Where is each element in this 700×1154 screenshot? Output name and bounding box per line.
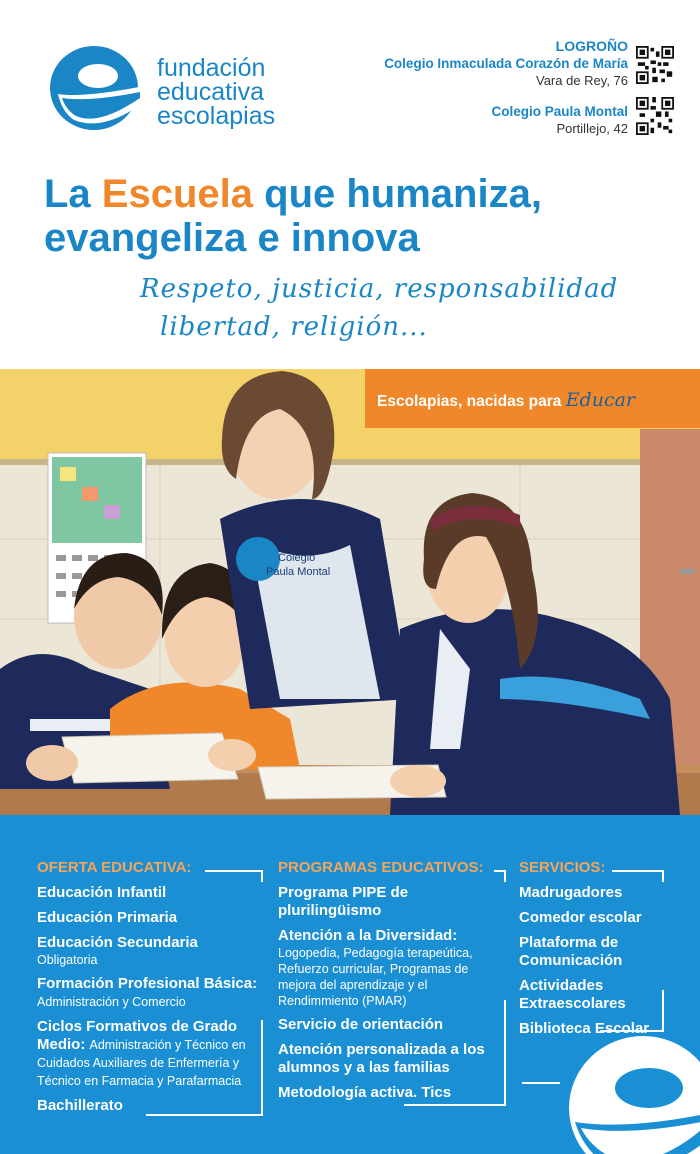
e-logo-icon xyxy=(565,1030,700,1154)
list-item xyxy=(37,1097,265,1115)
school-address: Portillejo, 42 xyxy=(556,121,628,136)
item-detail: Logopedia, Pedagogía terapeútica, Refuerzo curricular, Programas de mejora del aprendizaje y el Rendimmiento (PMAR) xyxy=(278,946,473,1008)
list-item xyxy=(278,927,504,1009)
list-item xyxy=(278,884,504,920)
item-detail: Administración y Técnico en Cuidados Auxiliares de Enfermería y Técnico en Farmacia y Parafarmacia xyxy=(37,1038,246,1088)
item-title: Madrugadores xyxy=(519,884,623,901)
school-name: Colegio Inmaculada Corazón de María xyxy=(384,56,628,71)
qr-code-icon[interactable] xyxy=(636,46,674,84)
item-title: Actividades Extraescolares xyxy=(519,977,626,1012)
list-item xyxy=(519,884,664,902)
item-title: Comedor escolar xyxy=(519,909,642,926)
logo-line-3: escolapias xyxy=(157,102,276,130)
slogan-banner xyxy=(365,369,700,428)
slogan-text: Escolapias, nacidas para xyxy=(377,393,566,410)
item-title: Bachillerato xyxy=(37,1097,123,1114)
item-detail: Obligatoria xyxy=(37,953,98,967)
slogan-script: Educar xyxy=(565,389,636,411)
item-title: Educación Primaria xyxy=(37,909,178,926)
headline-part-2: que humaniza, xyxy=(253,172,542,216)
divider-line xyxy=(522,1082,560,1084)
logo-wordmark xyxy=(157,56,275,128)
servicios-heading: SERVICIOS: xyxy=(519,859,606,876)
logo-line-2: educativa xyxy=(157,78,265,106)
school-address: Vara de Rey, 76 xyxy=(535,73,628,88)
list-item xyxy=(37,934,265,968)
qr-code-icon[interactable] xyxy=(636,97,674,135)
shirt-label-1: Colegio xyxy=(278,552,316,564)
list-item xyxy=(37,884,265,902)
servicios-column xyxy=(519,858,664,1045)
campus-paula-montal xyxy=(491,103,628,137)
city-label: LOGROÑO xyxy=(555,38,628,54)
list-item xyxy=(519,909,664,927)
list-item xyxy=(37,1018,265,1090)
campus-inmaculada xyxy=(384,38,628,89)
values-line-2: libertad, religión... xyxy=(160,312,428,342)
headline-part-1: La xyxy=(44,172,102,216)
logo-line-1: fundación xyxy=(157,54,266,82)
item-title: Formación Profesional Básica: xyxy=(37,975,258,992)
list-item xyxy=(519,934,664,970)
item-title: Biblioteca Escolar xyxy=(519,1020,650,1037)
headline-accent: Escuela xyxy=(101,172,254,216)
item-title: Programa PIPE de plurilingüismo xyxy=(278,884,409,919)
list-item xyxy=(37,975,265,1011)
item-title: Educación Infantil xyxy=(37,884,167,901)
list-item xyxy=(37,909,265,927)
page-headline xyxy=(44,172,684,260)
shirt-label-2: Paula Montal xyxy=(266,566,331,578)
programas-heading: PROGRAMAS EDUCATIVOS: xyxy=(278,859,484,876)
oferta-educativa-column xyxy=(37,858,265,1122)
item-title: Plataforma de Comunicación xyxy=(519,934,623,969)
list-item xyxy=(278,1084,504,1102)
list-item xyxy=(278,1041,504,1077)
item-title: Metodología activa. Tics xyxy=(278,1084,452,1101)
e-logo-icon xyxy=(44,36,148,136)
list-item xyxy=(278,1016,504,1034)
list-item xyxy=(519,977,664,1013)
item-title: Servicio de orientación xyxy=(278,1016,444,1033)
item-detail: Administración y Comercio xyxy=(37,995,186,1009)
oferta-heading: OFERTA EDUCATIVA: xyxy=(37,859,192,876)
item-title: Ciclos Formativos de Grado Medio: xyxy=(37,1018,238,1053)
programas-educativos-column xyxy=(278,858,504,1109)
values-tagline xyxy=(140,270,618,346)
item-title: Educación Secundaria xyxy=(37,934,198,951)
school-name: Colegio Paula Montal xyxy=(491,104,628,119)
values-line-1: Respeto, justicia, responsabilidad xyxy=(140,274,619,304)
students-photo xyxy=(0,369,700,815)
item-title: Atención personalizada a los alumnos y a las familias xyxy=(278,1041,485,1076)
headline-line-2: evangeliza e innova xyxy=(44,216,420,260)
item-title: Atención a la Diversidad: xyxy=(278,927,458,944)
